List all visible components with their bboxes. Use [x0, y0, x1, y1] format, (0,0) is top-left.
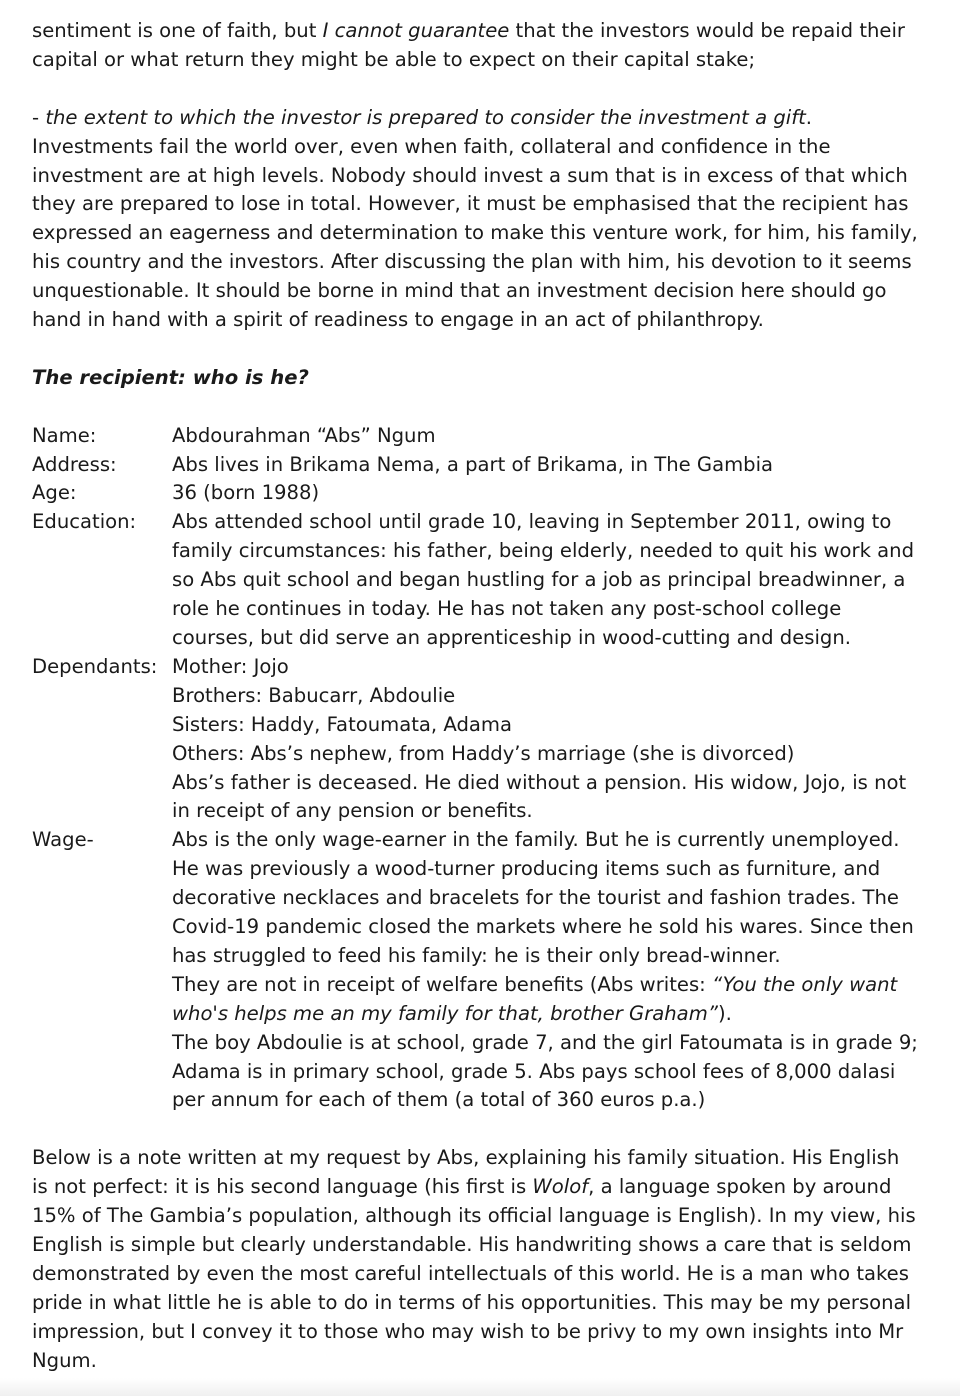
intro-p2-lead: - [32, 105, 46, 129]
closing-text-2: , a language spoken by around 15% of The Gambia’s population, although its official language is English). In my view, his English is simple but clearly understandable. His handwriting shows a care that is seldom demonstrated by even the most careful intellectuals of this world. He is a man who takes pride in what little he is able to do in terms of his opportunities. This may be my personal impression, but I convey it to those who may wish to be privy to my own insights into Mr Ngum. [32, 1175, 916, 1372]
dependants-others: Others: Abs’s nephew, from Haddy’s marriage (she is divorced) [172, 741, 795, 765]
dependants-brothers: Brothers: Babucarr, Abdoulie [172, 683, 456, 707]
wage-p2-lead: They are not in receipt of welfare benefits (Abs writes: [172, 972, 712, 996]
name-value: Abdourahman “Abs” Ngum [172, 423, 436, 447]
intro-paragraph-2 [32, 104, 920, 335]
page-bottom-edge [0, 1378, 960, 1396]
address-value: Abs lives in Brikama Nema, a part of Brikama, in The Gambia [172, 452, 774, 476]
intro-p1-text-2: that the investors would be repaid their capital or what return they might be able to expect on their capital stake; [32, 19, 905, 71]
address-label: Address: [32, 452, 117, 476]
wage-paragraph-1: Abs is the only wage-earner in the family. But he is currently unemployed. He was previously a wood-turner producing items such as furniture, and decorative necklaces and bracelets for the tourist and fashion trades. The Covid-19 pandemic closed the markets where he sold his wares. Since then has struggled to feed his family: he is their only bread-winner. [172, 828, 914, 967]
profile-row-dependants [32, 653, 920, 826]
profile-row-education [32, 508, 920, 653]
intro-paragraph-1 [32, 17, 920, 75]
wage-p2-quote: “You the only want who's helps me an my family for that, brother Graham” [172, 972, 898, 1025]
closing-paragraph [32, 1144, 920, 1375]
dependants-sisters: Sisters: Haddy, Fatoumata, Adama [172, 712, 512, 736]
closing-italic: Wolof [532, 1175, 589, 1199]
recipient-profile [32, 422, 920, 1116]
wage-label: Wage- [32, 828, 94, 852]
wage-paragraph-3: The boy Abdoulie is at school, grade 7, and the girl Fatoumata is in grade 9; Adama is in primary school, grade 5. Abs pays school fees of 8,000 dalasi per annum for each of them (a total of 360 euros p.a.) [172, 1030, 918, 1112]
wage-p2-end: ). [717, 1001, 732, 1025]
section-heading: The recipient: who is he? [32, 365, 309, 389]
wage-paragraph-2 [172, 971, 920, 1029]
dependants-father-note: Abs’s father is deceased. He died without a pension. His widow, Jojo, is not in receipt of any pension or benefits. [172, 770, 907, 823]
education-label: Education: [32, 510, 137, 534]
age-value: 36 (born 1988) [172, 481, 320, 505]
intro-p1-text-1: sentiment is one of faith, but [32, 19, 323, 42]
name-label: Name: [32, 423, 97, 447]
dependants-mother: Mother: Jojo [172, 654, 289, 678]
intro-p1-italic: I cannot guarantee [322, 19, 510, 42]
profile-row-address [32, 451, 920, 480]
profile-row-wage [32, 826, 920, 1115]
profile-row-name [32, 422, 920, 451]
intro-p2-rest: . Investments fail the world over, even when faith, collateral and confidence in the investment are at high levels. Nobody should invest a sum that is in excess of that which they are prepared to lose in total. However, it must be emphasised that the recipient has expressed an eagerness and determination to make this venture work, for him, his family, his country and the investors. After discussing the plan with him, his devotion to it seems unquestionable. It should be borne in mind that an investment decision here should go hand in hand with a spirit of readiness to engage in an act of philanthropy. [32, 105, 918, 332]
dependants-value [172, 653, 920, 826]
dependants-label: Dependants: [32, 654, 158, 678]
profile-row-age [32, 479, 920, 508]
wage-value [172, 826, 920, 1115]
intro-p2-italic: the extent to which the investor is prepared to consider the investment a gift [45, 105, 806, 129]
education-value: Abs attended school until grade 10, leaving in September 2011, owing to family circumstances: his father, being elderly, needed to quit his work and so Abs quit school and began hustling for a job as principal breadwinner, a role he continues in today. He has not taken any post-school college courses, but did serve an apprenticeship in wood-cutting and design. [172, 510, 915, 649]
age-label: Age: [32, 481, 77, 505]
closing-text-1: Below is a note written at my request by Abs, explaining his family situation. His English is not perfect: it is his second language (his first is [32, 1146, 900, 1199]
